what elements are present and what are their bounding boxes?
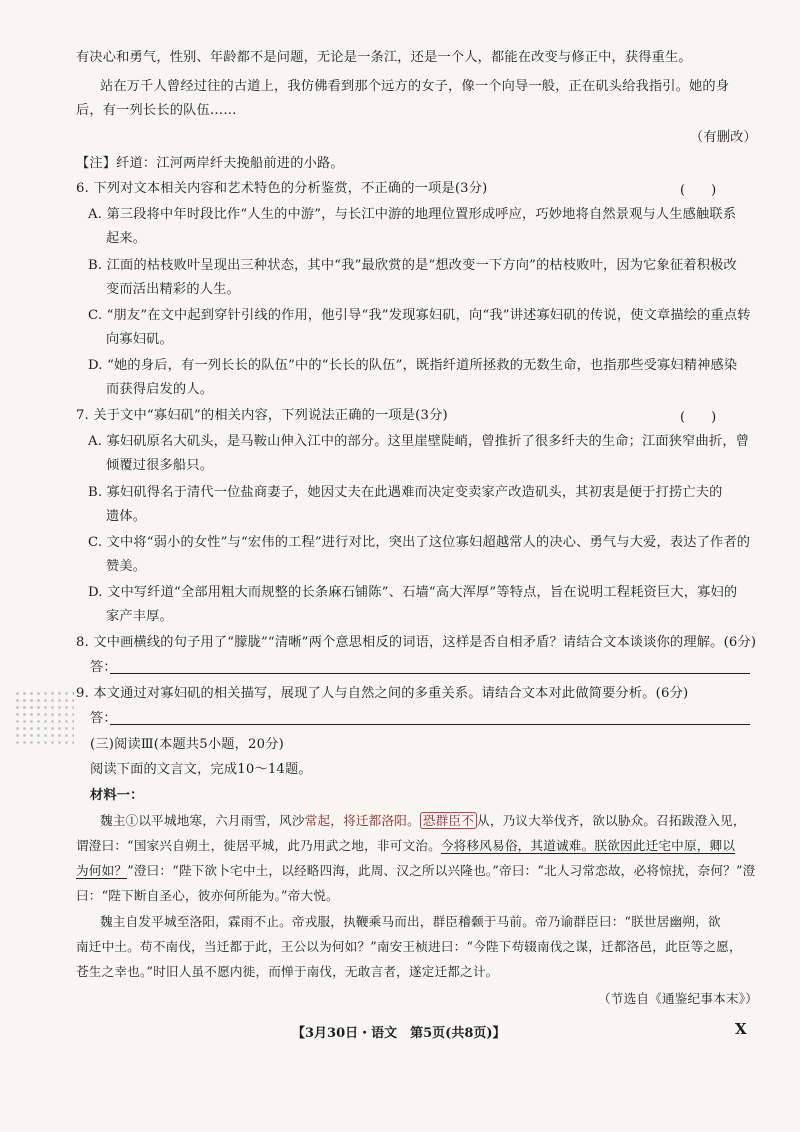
classical-line-2 (76, 836, 735, 855)
section-3-intro: 阅读下面的文言文，完成10～14题。 (90, 762, 312, 777)
classical-source: （节选自《通鉴纪事本末》） (598, 991, 759, 1006)
question-7-option-c-cont: 赞美。 (106, 559, 147, 574)
classical-text-marked: 常起，将迁都洛阳 (304, 813, 408, 828)
classical-text-underlined: 今将移风易俗，其道诚难。朕欲因此迁宅中原，卿以 (440, 838, 736, 853)
question-7-option-a-cont: 倾覆过很多船只。 (106, 458, 214, 473)
question-6-option-c: C. “朋友”在文中起到穿针引线的作用，他引导“我”发现寡妇矶，向“我”讲述寡妇矶的传说，使文章描绘的重点转 (88, 308, 751, 323)
question-6-option-a: A. 第三段将中年时段比作“人生的中游”，与长江中游的地理位置形成呼应，巧妙地将自然景观与人生感触联系 (88, 207, 737, 222)
classical-text: 魏主①以平城地寒，六月雨雪，风沙 (100, 813, 305, 828)
page-footer: 【3月30日・语文 第5页(共8页)】 (292, 1026, 506, 1041)
classical-text-underlined: 为何如？ (76, 863, 128, 878)
classical-text: 谓澄曰：“国家兴自朔土，徙居平城，此乃用武之地，非可文治。 (76, 838, 441, 853)
classical-line-1 (100, 811, 746, 830)
classical-line-4: 曰：“陛下断自圣心，彼亦何所能为。”帝大悦。 (76, 888, 339, 903)
question-8-stem: 8. 文中画横线的句子用了“朦胧”“清晰”两个意思相反的词语，这样是否自相矛盾？请结合文本谈谈你的理解。(6分) (76, 635, 757, 650)
question-6-option-d-cont: 而获得启发的人。 (106, 382, 214, 397)
passage-line: 有决心和勇气，性别、年龄都不是问题，无论是一条江，还是一个人，都能在改变与修正中，获得重生。 (76, 50, 692, 65)
footnote: 【注】纤道：江河两岸纤夫挽船前进的小路。 (76, 156, 344, 171)
classical-text: 从，乃议大举伐齐，欲以胁众。召拓跋澄入见， (477, 813, 746, 828)
question-9-answer-label: 答： (90, 711, 117, 726)
section-3-title: (三)阅读Ⅲ(本题共5小题，20分) (90, 737, 284, 752)
classical-line-7: 苍生之幸也。”时旧人虽不愿内徙，而惮于南伐，无敢言者，遂定迁都之计。 (76, 964, 499, 979)
footer-mark: X (735, 1020, 747, 1038)
question-8-answer-line[interactable] (110, 673, 750, 674)
question-6-option-b: B. 江面的枯枝败叶呈现出三种状态，其中“我”最欣赏的是“想改变一下方向”的枯枝败叶，因为它象征着积极改 (88, 258, 737, 273)
material-1-label: 材料一： (90, 788, 144, 803)
classical-text: 。 (407, 813, 420, 828)
classical-line-3 (76, 861, 755, 880)
question-6-option-b-cont: 变而活出精彩的人生。 (106, 282, 240, 297)
question-6-option-a-cont: 起来。 (106, 231, 147, 246)
question-7-answer-paren[interactable]: ( ) (680, 410, 717, 425)
classical-line-5: 魏主自发平城至洛阳，霖雨不止。帝戎服，执鞭乘马而出，群臣稽颡于马前。帝乃谕群臣曰：“朕世居幽朔，欲 (100, 914, 721, 929)
question-6-answer-paren[interactable]: ( ) (680, 183, 717, 198)
question-6-stem: 6. 下列对文本相关内容和艺术特色的分析鉴赏，不正确的一项是(3分) (76, 181, 488, 196)
question-7-option-a: A. 寡妇矶原名大矶头，是马鞍山伸入江中的部分。这里崖壁陡峭，曾推折了很多纤夫的生命；江面狭窄曲折，曾 (88, 434, 750, 449)
question-6-option-c-cont: 向寡妇矶。 (106, 332, 173, 347)
passage-line: 后，有一列长长的队伍…… (76, 103, 237, 118)
scan-dot-pattern (14, 690, 74, 745)
question-7-option-b-cont: 遗体。 (106, 509, 147, 524)
passage-line: 站在万千人曾经过往的古道上，我仿佛看到那个远方的女子，像一个向导一般，正在矶头给我指引。她的身 (100, 79, 730, 94)
question-9-answer-line[interactable] (110, 724, 750, 725)
classical-line-6: 南迁中土。苟不南伐，当迁都于此，王公以为何如？”南安王桢进曰：“今陛下苟辍南伐之谋，迁都洛邑，此臣等之愿， (76, 939, 742, 954)
classical-text-circled: 恐群臣不 (420, 812, 477, 829)
question-7-option-d: D. 文中写纤道“全部用粗大而规整的长条麻石铺陈”、石墙“高大浑厚”等特点，旨在说明工程耗资巨大，寡妇的 (88, 585, 738, 600)
question-8-answer-label: 答： (90, 660, 117, 675)
edited-note: （有删改） (690, 130, 757, 145)
question-7-stem: 7. 关于文中“寡妇矶”的相关内容，下列说法正确的一项是(3分) (76, 408, 448, 423)
question-9-stem: 9. 本文通过对寡妇矶的相关描写，展现了人与自然之间的多重关系。请结合文本对此做简要分析。(6分) (76, 686, 689, 701)
question-6-option-d: D. “她的身后，有一列长长的队伍”中的“长长的队伍”，既指纤道所拯救的无数生命，也指那些受寡妇精神感染 (88, 358, 738, 373)
classical-text: ”澄曰：“陛下欲卜宅中土，以经略四海，此周、汉之所以兴隆也。”帝曰：“北人习常恋故，必将惊扰，奈何？”澄 (127, 863, 756, 878)
question-7-option-d-cont: 家产丰厚。 (106, 609, 173, 624)
question-7-option-c: C. 文中将“弱小的女性”与“宏伟的工程”进行对比，突出了这位寡妇超越常人的决心、勇气与大爱，表达了作者的 (88, 535, 751, 550)
question-7-option-b: B. 寡妇矶得名于清代一位盐商妻子，她因丈夫在此遇难而决定变卖家产改造矶头，其初衷是便于打捞亡夫的 (88, 485, 723, 500)
